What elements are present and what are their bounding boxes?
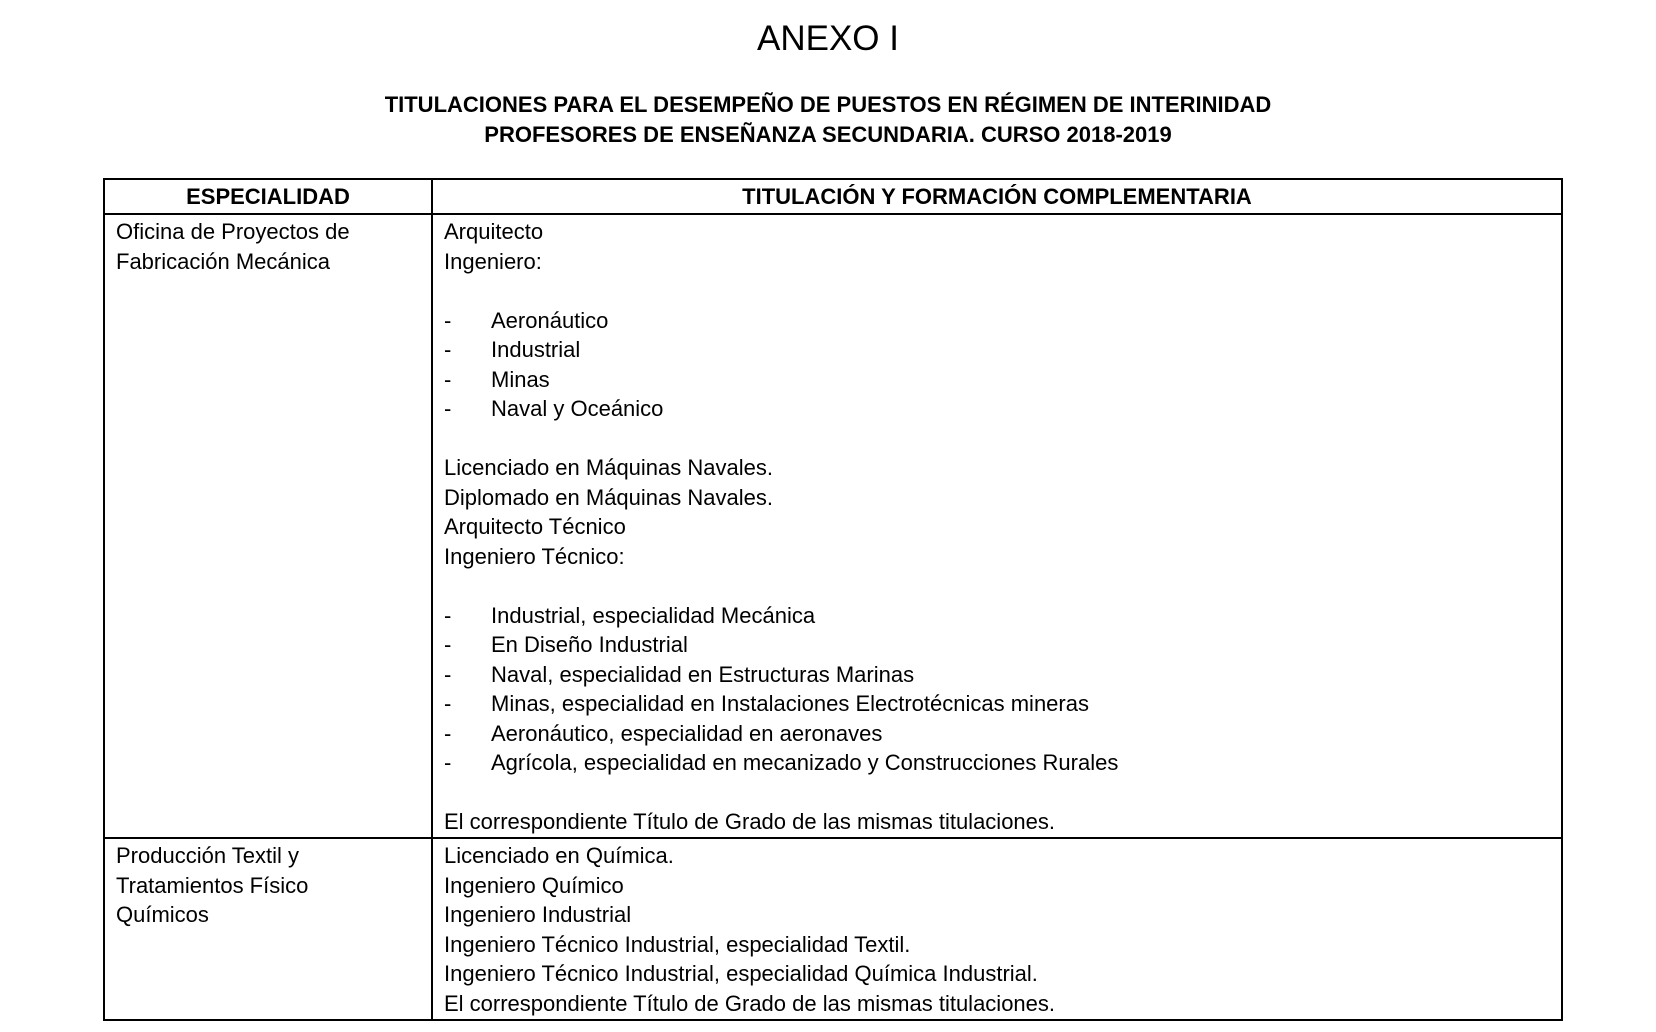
list-item-text: Minas, especialidad en Instalaciones Electrotécnicas mineras <box>491 691 1089 716</box>
list-item-text: Naval, especialidad en Estructuras Marinas <box>491 661 915 687</box>
titulacion-line: Ingeniero Técnico Industrial, especialidad Textil. <box>444 931 911 957</box>
bullet-dash: - <box>444 750 452 775</box>
titulacion-line: Diplomado en Máquinas Navales. <box>444 484 773 510</box>
list-item-text: Aeronáutico <box>491 307 609 333</box>
especialidad-cell <box>104 214 432 838</box>
titulaciones-table <box>103 178 1563 1021</box>
table-header-row <box>104 179 1562 214</box>
especialidad-cell <box>104 838 432 1020</box>
bullet-dash: - <box>444 366 452 392</box>
bullet-dash: - <box>444 661 452 687</box>
list-item-text: En Diseño Industrial <box>491 632 688 657</box>
list-item-text: Industrial, especialidad Mecánica <box>491 602 816 628</box>
list-item <box>444 365 1551 395</box>
especialidad-line: Fabricación Mecánica <box>116 248 330 274</box>
table-row <box>104 214 1562 838</box>
titulacion-line: El correspondiente Título de Grado de las mismas titulaciones. <box>444 809 1056 834</box>
especialidad-line: Producción Textil y <box>116 843 300 868</box>
especialidad-line: Químicos <box>116 902 209 927</box>
bullet-dash: - <box>444 337 452 362</box>
titulacion-line: Licenciado en Máquinas Navales. <box>444 455 773 480</box>
blank-line <box>444 424 1551 454</box>
list-item-text: Industrial <box>491 337 581 362</box>
list-item-text: Naval y Oceánico <box>491 396 664 421</box>
bullet-dash: - <box>444 720 452 746</box>
document-subtitle-line1: TITULACIONES PARA EL DESEMPEÑO DE PUESTOS EN RÉGIMEN DE INTERINIDAD <box>384 92 1272 117</box>
list-item <box>444 335 1551 365</box>
titulacion-line: Licenciado en Química. <box>444 843 674 868</box>
titulacion-line: El correspondiente Título de Grado de las mismas titulaciones. <box>444 990 1056 1016</box>
header-especialidad: ESPECIALIDAD <box>104 179 432 214</box>
blank-line <box>444 778 1551 808</box>
list-item-text: Aeronáutico, especialidad en aeronaves <box>491 720 883 746</box>
titulacion-line: Ingeniero Químico <box>444 872 624 898</box>
bullet-dash: - <box>444 691 452 716</box>
titulacion-line: Ingeniero Técnico: <box>444 543 625 569</box>
header-titulacion: TITULACIÓN Y FORMACIÓN COMPLEMENTARIA <box>432 179 1562 214</box>
list-item <box>444 306 1551 336</box>
annex-title: ANEXO I <box>757 19 899 58</box>
titulacion-line: Arquitecto Técnico <box>444 514 626 539</box>
bullet-dash: - <box>444 396 452 421</box>
titulacion-line: Ingeniero Industrial <box>444 902 632 927</box>
blank-line <box>444 276 1551 306</box>
list-item <box>444 689 1551 719</box>
especialidad-line: Tratamientos Físico <box>116 872 309 898</box>
document-subtitle-line2: PROFESORES DE ENSEÑANZA SECUNDARIA. CURSO 2018-2019 <box>484 122 1172 147</box>
list-item-text: Minas <box>491 366 550 392</box>
titulacion-cell <box>432 214 1562 838</box>
blank-line <box>444 571 1551 601</box>
list-item <box>444 630 1551 660</box>
list-item <box>444 719 1551 749</box>
list-item-text: Agrícola, especialidad en mecanizado y Construcciones Rurales <box>491 750 1119 775</box>
list-item <box>444 660 1551 690</box>
especialidad-line: Oficina de Proyectos de <box>116 219 350 244</box>
bullet-dash: - <box>444 632 452 657</box>
table-row <box>104 838 1562 1020</box>
list-item <box>444 601 1551 631</box>
titulacion-line: Arquitecto <box>444 219 544 244</box>
bullet-dash: - <box>444 307 452 333</box>
titulacion-cell <box>432 838 1562 1020</box>
titulacion-line: Ingeniero: <box>444 248 542 274</box>
titulacion-line: Ingeniero Técnico Industrial, especialidad Química Industrial. <box>444 961 1038 986</box>
list-item <box>444 748 1551 778</box>
list-item <box>444 394 1551 424</box>
bullet-dash: - <box>444 602 452 628</box>
